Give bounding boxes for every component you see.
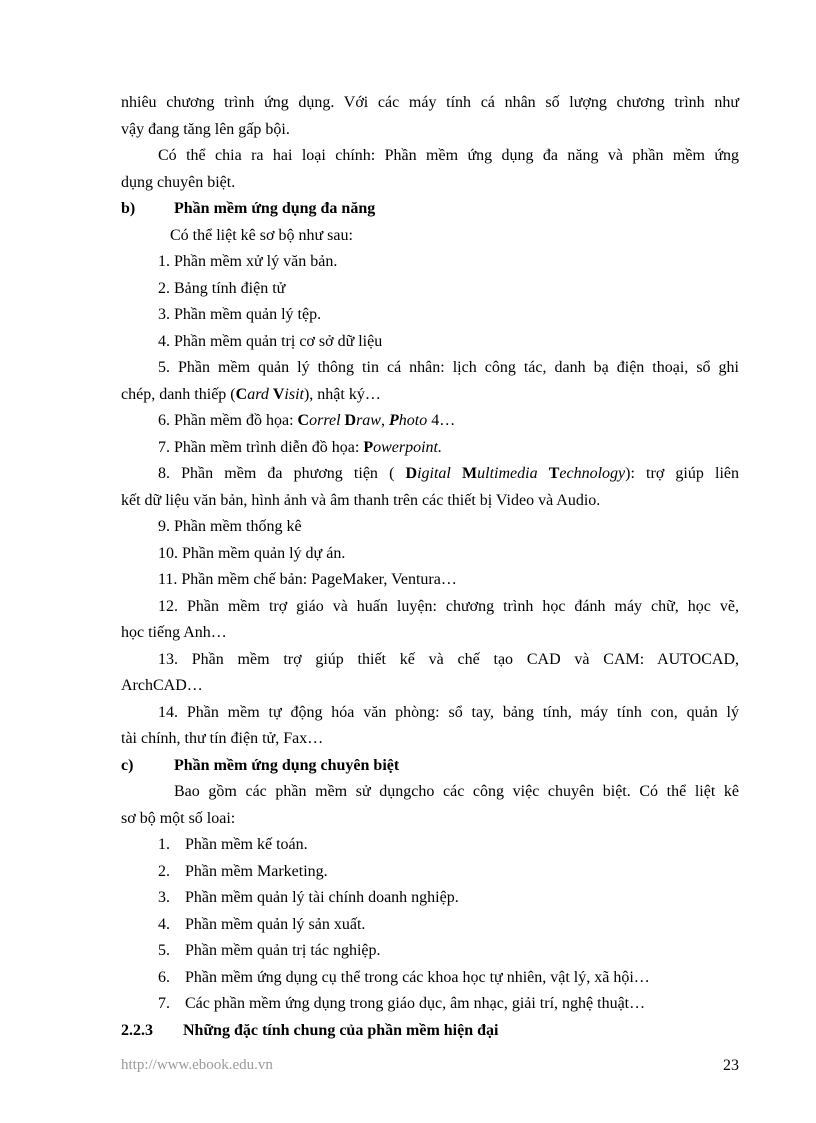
section-number: 2.2.3 <box>121 1021 153 1039</box>
list-item: 3. Phần mềm quản lý tài chính doanh nghiệp. <box>158 889 459 906</box>
list-item-continuation: tài chính, thư tín điện tử, Fax… <box>121 730 324 747</box>
footer-url[interactable]: http://www.ebook.edu.vn <box>121 1057 273 1073</box>
list-item-continuation: học tiếng Anh… <box>121 624 227 641</box>
section-heading-c <box>121 753 739 780</box>
page-footer <box>121 1057 739 1075</box>
section-title: Phần mềm ứng dụng chuyên biệt <box>174 756 400 774</box>
list-item: 3. Phần mềm quản lý tệp. <box>158 306 322 323</box>
page-number: 23 <box>723 1057 739 1074</box>
section-intro-continuation: sơ bộ một số loai: <box>121 809 236 827</box>
section-intro: Bao gồm các phần mềm sử dụngcho các công việc chuyên biệt. Có thể liệt kê <box>174 783 739 800</box>
list-item: 6. Phần mềm đồ họa: Correl Draw, Photo 4… <box>158 412 456 429</box>
list-item: 11. Phần mềm chế bản: PageMaker, Ventura… <box>158 571 457 588</box>
list-item: 7. Phần mềm trình diễn đồ họa: Powerpoint. <box>158 438 442 456</box>
list-item: 7. Các phần mềm ứng dụng trong giáo dục, âm nhạc, giải trí, nghệ thuật… <box>158 995 646 1012</box>
list-item: 13. Phần mềm trợ giúp thiết kế và chế tạo CAD và CAM: AUTOCAD, <box>158 650 739 668</box>
list-item: 5. Phần mềm quản lý thông tin cá nhân: lịch công tác, danh bạ điện thoại, sổ ghi <box>158 359 739 376</box>
section-intro: Có thể liệt kê sơ bộ như sau: <box>170 226 353 244</box>
list-item: 4. Phần mềm quản lý sản xuất. <box>158 915 366 933</box>
section-number: c) <box>121 756 134 774</box>
list-item: 9. Phần mềm thống kê <box>158 518 302 535</box>
software-list-general <box>121 249 739 355</box>
list-item: 1. Phần mềm xử lý văn bản. <box>158 253 338 270</box>
paragraph-line: dụng chuyên biệt. <box>121 173 236 191</box>
section-heading-b <box>121 196 739 223</box>
list-item: 2. Bảng tính điện tử <box>158 279 286 297</box>
list-item-continuation: chép, danh thiếp (Card Visit), nhật ký… <box>121 385 381 403</box>
paragraph-line: Có thể chia ra hai loại chính: Phần mềm ứng dụng đa năng và phần mềm ứng <box>158 147 739 164</box>
list-item: 12. Phần mềm trợ giáo và huấn luyện: chương trình học đánh máy chữ, học vẽ, <box>158 597 739 615</box>
list-item: 5. Phần mềm quản trị tác nghiệp. <box>158 942 381 959</box>
section-title: Phần mềm ứng dụng đa năng <box>174 200 376 217</box>
paragraph-line: nhiêu chương trình ứng dụng. Với các máy tính cá nhân số lượng chương trình như <box>121 94 739 111</box>
paragraph-line: vậy đang tăng lên gấp bội. <box>121 120 290 138</box>
section-heading-2-2-3 <box>121 1018 739 1045</box>
section-title: Những đặc tính chung của phần mềm hiện đại <box>183 1021 499 1039</box>
section-number: b) <box>121 200 136 217</box>
list-item-continuation: ArchCAD… <box>121 677 203 694</box>
list-item: 14. Phần mềm tự động hóa văn phòng: sổ tay, bảng tính, máy tính con, quản lý <box>158 703 739 721</box>
list-item-continuation: kết dữ liệu văn bản, hình ảnh và âm thanh trên các thiết bị Video và Audio. <box>121 491 601 509</box>
list-item: 8. Phần mềm đa phương tiện ( Digital Multimedia Technology): trợ giúp liên <box>158 465 739 482</box>
list-item: 2. Phần mềm Marketing. <box>158 862 328 880</box>
page-body <box>121 90 739 1044</box>
software-list-specialized <box>121 832 739 1018</box>
list-item: 6. Phần mềm ứng dụng cụ thể trong các khoa học tự nhiên, vật lý, xã hội… <box>158 968 650 986</box>
list-item: 10. Phần mềm quản lý dự án. <box>158 544 346 562</box>
list-item: 1. Phần mềm kế toán. <box>158 836 308 853</box>
list-item: 4. Phần mềm quản trị cơ sở dữ liệu <box>158 332 383 350</box>
